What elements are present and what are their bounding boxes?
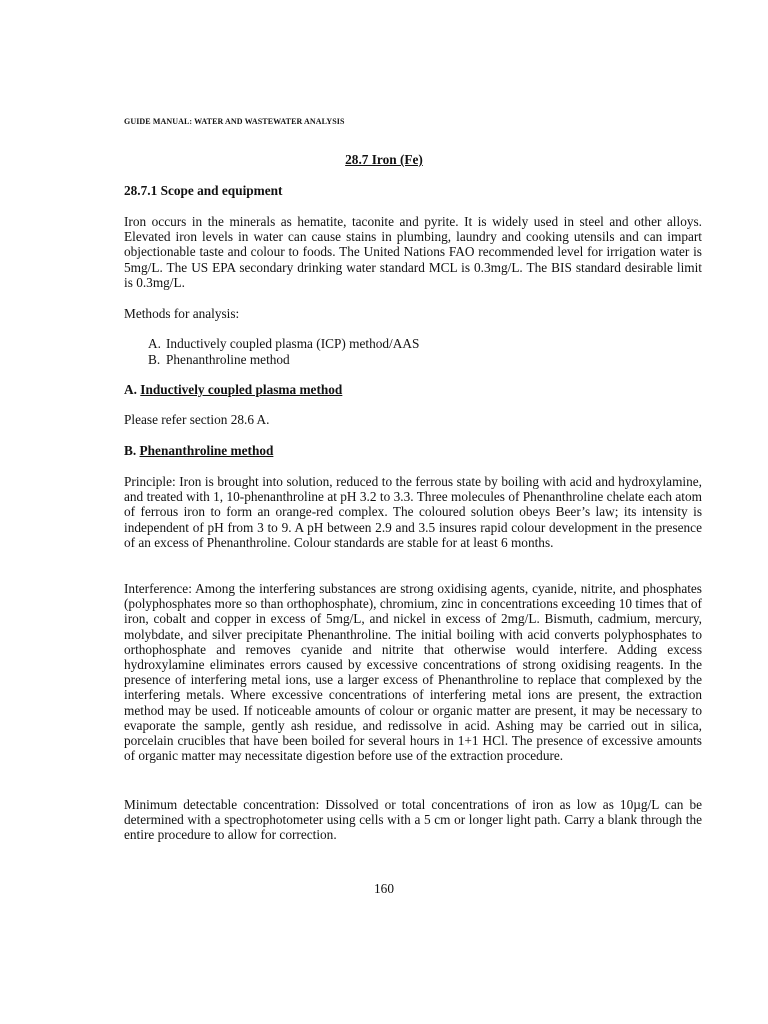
page-number: 160 [374, 881, 394, 896]
method-text: Phenanthroline method [166, 352, 290, 367]
min-detectable-paragraph: Minimum detectable concentration: Dissolved or total concentrations of iron as low as 10µg/L can be determined with a spectrophotometer using cells with a 5 cm or longer light path. Carry a blank through the entire procedure to allow for correction. [124, 797, 702, 843]
method-marker: A. [148, 336, 161, 351]
section-a-text: Please refer section 28.6 A. [124, 412, 270, 427]
interference-paragraph: Interference: Among the interfering substances are strong oxidising agents, cyanide, nitrite, and phosphates (polyphosphates more so than orthophosphate), chromium, zinc in concentrations exceeding 10 times that of iron, cobalt and copper in excess of 5mg/L, and nickel in excess of 2mg/L. Bismuth, cadmium, mercury, molybdate, and silver precipitate Phenanthroline. The initial boiling with acid converts polyphosphates to orthophosphate and removes cyanide and nitrite that otherwise would interfere. Adding excess hydroxylamine eliminates errors caused by excessive concentrations of strong oxidising reagents. In the presence of interfering metal ions, use a larger excess of Phenanthroline to replace that complexed by the interfering metals. Where excessive concentrations of interfering metal ions are present, the extraction method may be used. If noticeable amounts of colour or organic matter are present, it may be necessary to evaporate the sample, gently ash residue, and redissolve in acid. Ashing may be carried out in silica, porcelain crucibles that have been boiled for several hours in 1+1 HCl. The presence of excessive amounts of organic matter may necessitate digestion before use of the extraction procedure. [124, 581, 702, 764]
section-b-title: Phenanthroline method [139, 443, 274, 458]
principle-paragraph: Principle: Iron is brought into solution, reduced to the ferrous state by boiling with acid and hydroxylamine, and treated with 1, 10-phenanthroline at pH 3.2 to 3.3. Three molecules of Phenanthroline chelate each atom of ferrous iron to form an orange-red complex. The coloured solution obeys Beer’s law; its intensity is independent of pH from 3 to 9. A pH between 2.9 and 3.5 insures rapid colour development in the presence of an excess of Phenanthroline. Colour standards are stable for at least 6 months. [124, 474, 702, 550]
section-title [0, 152, 768, 168]
section-title-text: 28.7 Iron (Fe) [345, 152, 423, 167]
methods-label: Methods for analysis: [124, 306, 240, 321]
method-item-a [148, 336, 419, 352]
section-b-marker: B. [124, 443, 137, 458]
section-a-title: Inductively coupled plasma method [140, 382, 343, 397]
running-header: GUIDE MANUAL: WATER AND WASTEWATER ANALYSIS [124, 117, 345, 126]
scope-heading: 28.7.1 Scope and equipment [124, 183, 283, 198]
section-a-heading [124, 382, 342, 398]
section-b-heading [124, 443, 273, 459]
method-marker: B. [148, 352, 161, 367]
intro-paragraph: Iron occurs in the minerals as hematite, taconite and pyrite. It is widely used in steel and other alloys. Elevated iron levels in water can cause stains in plumbing, laundry and cooking utensils and can impart objectionable taste and colour to foods. The United Nations FAO recommended level for irrigation water is 5mg/L. The US EPA secondary drinking water standard MCL is 0.3mg/L. The BIS standard desirable limit is 0.3mg/L. [124, 214, 702, 290]
method-text: Inductively coupled plasma (ICP) method/AAS [166, 336, 420, 351]
method-item-b [148, 352, 290, 368]
section-a-marker: A. [124, 382, 137, 397]
